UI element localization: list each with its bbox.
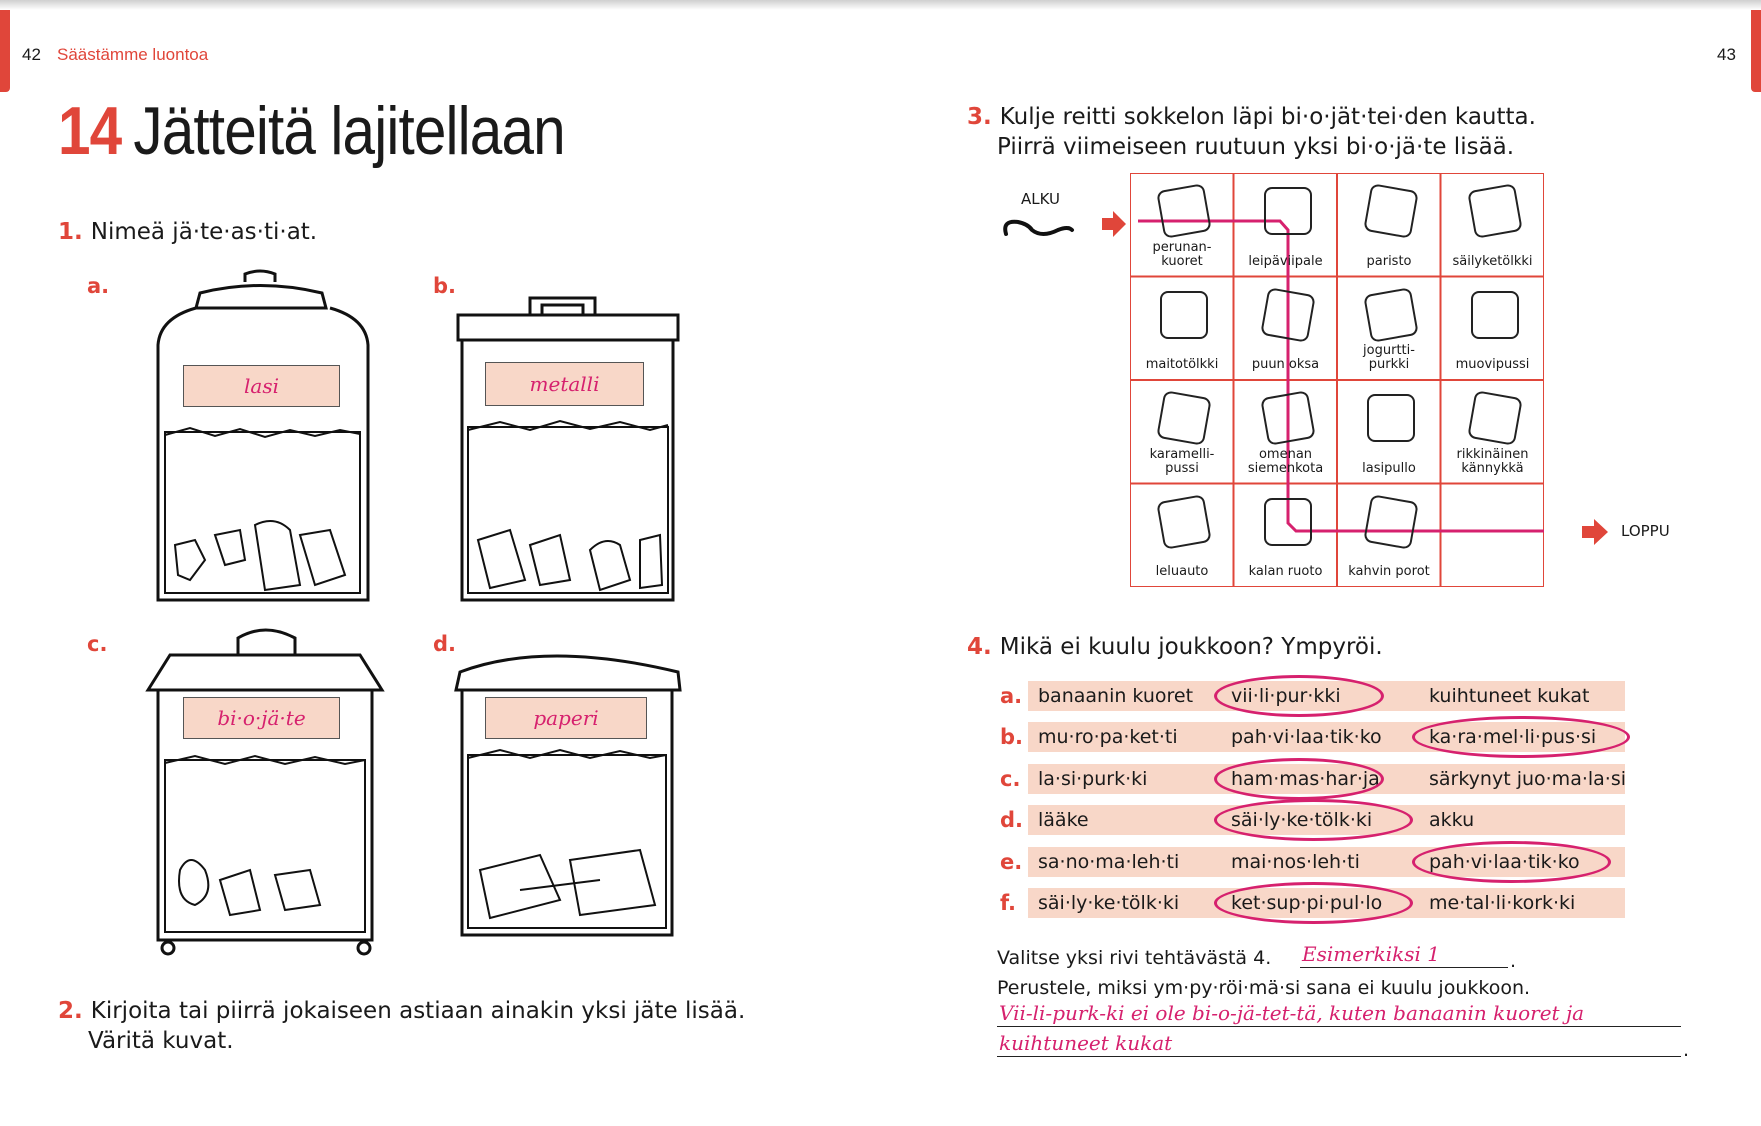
task-number: 4.	[967, 634, 992, 660]
answer-circle	[1214, 882, 1413, 924]
choose-row-prompt: Valitse yksi rivi tehtävästä 4.	[997, 947, 1272, 969]
maze-cell-label: paristo	[1366, 253, 1412, 269]
word-option[interactable]: me·tal·li·kork·ki	[1429, 892, 1576, 914]
jar-letter: b.	[433, 274, 457, 298]
item-illustration-icon	[1156, 494, 1212, 550]
maze-cell-label: säilyketölkki	[1452, 253, 1533, 269]
jar-label-field[interactable]: lasi	[183, 365, 340, 407]
item-illustration-icon	[1156, 183, 1212, 239]
answer-circle	[1214, 799, 1413, 841]
answer-circle	[1214, 675, 1384, 717]
period: .	[1683, 1039, 1690, 1061]
maze-cell-label: maitotölkki	[1145, 357, 1219, 372]
item-illustration-icon	[1367, 394, 1415, 442]
word-option[interactable]: mai·nos·leh·ti	[1231, 851, 1360, 873]
bio-bin-icon	[148, 630, 382, 954]
word-option[interactable]: ka·ra·mel·li·pus·si	[1429, 726, 1597, 748]
task-number: 3.	[967, 104, 992, 130]
maze-cell-label: rikkinäinen kännykkä	[1456, 446, 1529, 476]
justify-prompt: Perustele, miksi ym·py·röi·mä·si sana ei kuulu joukkoon.	[997, 977, 1531, 999]
answer-circle	[1412, 716, 1630, 758]
word-option[interactable]: mu·ro·pa·ket·ti	[1038, 726, 1178, 748]
maze-cell-label: perunan- kuoret	[1152, 239, 1212, 269]
maze-cell-label: omenan siemenkota	[1247, 446, 1324, 476]
task3-instruction	[967, 102, 1587, 162]
word-option[interactable]: pah·vi·laa·tik·ko	[1429, 851, 1580, 873]
task4-instruction	[967, 632, 1383, 662]
answer-circle	[1214, 758, 1384, 800]
jar-letter: c.	[87, 632, 108, 656]
lesson-title: Jätteitä lajitellaan	[133, 93, 565, 169]
chapter-title: Säästämme luontoa	[57, 45, 209, 64]
right-page-number: 43	[1717, 45, 1736, 64]
item-illustration-icon	[1363, 494, 1419, 550]
task-number: 2.	[58, 998, 83, 1024]
item-illustration-icon	[1363, 183, 1419, 239]
word-option[interactable]: kuihtuneet kukat	[1429, 685, 1590, 707]
item-illustration-icon	[1363, 287, 1419, 343]
choose-row-answer[interactable]: Esimerkiksi 1	[1302, 942, 1440, 966]
word-option[interactable]: akku	[1429, 809, 1475, 831]
jar-label-field[interactable]: paperi	[485, 697, 647, 739]
task2-line1: Kirjoita tai piirrä jokaiseen astiaan ainakin yksi jäte lisää.	[90, 998, 746, 1024]
item-illustration-icon	[1260, 390, 1316, 446]
word-option[interactable]: vii·li·pur·kki	[1231, 685, 1341, 707]
jar-label-field[interactable]: bi·o·jä·te	[183, 697, 340, 739]
jar-letter: a.	[87, 274, 110, 298]
maze-cell-label: leluauto	[1155, 564, 1209, 579]
task3-line1: Kulje reitti sokkelon läpi bi·o·jät·tei·den kautta.	[999, 104, 1536, 130]
item-illustration-icon	[1264, 187, 1312, 235]
task4-text: Mikä ei kuulu joukkoon? Ympyröi.	[999, 634, 1383, 660]
item-illustration-icon	[1260, 287, 1316, 343]
word-option[interactable]: ket·sup·pi·pul·lo	[1231, 892, 1383, 914]
maze-cell-label: kahvin porot	[1348, 564, 1430, 579]
answer-circle	[1412, 841, 1611, 883]
item-illustration-icon	[1467, 390, 1523, 446]
word-option[interactable]: särkynyt juo·ma·la·si	[1429, 768, 1627, 790]
word-option[interactable]: banaanin kuoret	[1038, 685, 1194, 707]
item-illustration-icon	[1156, 390, 1212, 446]
lesson-number: 14	[58, 93, 122, 169]
task2-instruction	[58, 996, 778, 1056]
word-option[interactable]: lääke	[1038, 809, 1089, 831]
row-letter: c.	[1000, 767, 1021, 791]
row-letter: b.	[1000, 725, 1024, 749]
item-illustration-icon	[1264, 498, 1312, 546]
word-option[interactable]: säi·ly·ke·tölk·ki	[1038, 892, 1180, 914]
maze-cell-label: lasipullo	[1362, 460, 1416, 476]
row-letter: e.	[1000, 850, 1023, 874]
maze-cell-label: puun oksa	[1251, 357, 1320, 372]
word-option[interactable]: pah·vi·laa·tik·ko	[1231, 726, 1382, 748]
word-option[interactable]: sa·no·ma·leh·ti	[1038, 851, 1180, 873]
word-option[interactable]: ham·mas·har·ja	[1231, 768, 1380, 790]
answer-line	[1300, 967, 1508, 968]
maze-grid[interactable]	[1130, 173, 1544, 587]
row-letter: d.	[1000, 808, 1024, 832]
row-letter: a.	[1000, 684, 1023, 708]
justify-answer-line1[interactable]: Vii-li-purk-ki ei ole bi-o-jä-tet-tä, kuten banaanin kuoret ja	[999, 1001, 1585, 1025]
end-arrow-icon	[1580, 518, 1610, 546]
metal-bin-icon	[458, 298, 678, 600]
maze-cell-label: kalan ruoto	[1248, 564, 1323, 579]
maze-cell-label: karamelli- pussi	[1149, 446, 1215, 476]
item-illustration-icon	[1471, 291, 1519, 339]
task2-line2: Väritä kuvat.	[88, 1028, 234, 1054]
justify-answer-line2[interactable]: kuihtuneet kukat	[999, 1031, 1173, 1055]
left-page-number: 42	[22, 45, 41, 64]
jar-letter: d.	[433, 632, 457, 656]
maze-end-label: LOPPU	[1621, 522, 1670, 540]
answer-line	[997, 1026, 1681, 1027]
task-text: Nimeä jä·te·as·ti·at.	[90, 219, 318, 245]
item-illustration-icon	[1160, 291, 1208, 339]
answer-line	[997, 1056, 1681, 1057]
maze-cell-label: leipäviipale	[1248, 253, 1323, 269]
maze-cell-label: muovipussi	[1455, 357, 1530, 372]
jar-label-field[interactable]: metalli	[485, 362, 644, 406]
worm-icon	[998, 208, 1078, 248]
row-letter: f.	[1000, 891, 1016, 915]
glass-jar-icon	[158, 271, 368, 600]
word-option[interactable]: la·si·purk·ki	[1038, 768, 1148, 790]
period: .	[1510, 950, 1517, 972]
maze-start-label: ALKU	[1021, 190, 1061, 208]
task3-line2: Piirrä viimeiseen ruutuun yksi bi·o·jä·te lisää.	[997, 134, 1515, 160]
task-number: 1.	[58, 219, 83, 245]
word-option[interactable]: säi·ly·ke·tölk·ki	[1231, 809, 1373, 831]
item-illustration-icon	[1467, 183, 1523, 239]
start-arrow-icon	[1100, 210, 1128, 238]
maze-cell-label: jogurtti- purkki	[1363, 343, 1415, 372]
